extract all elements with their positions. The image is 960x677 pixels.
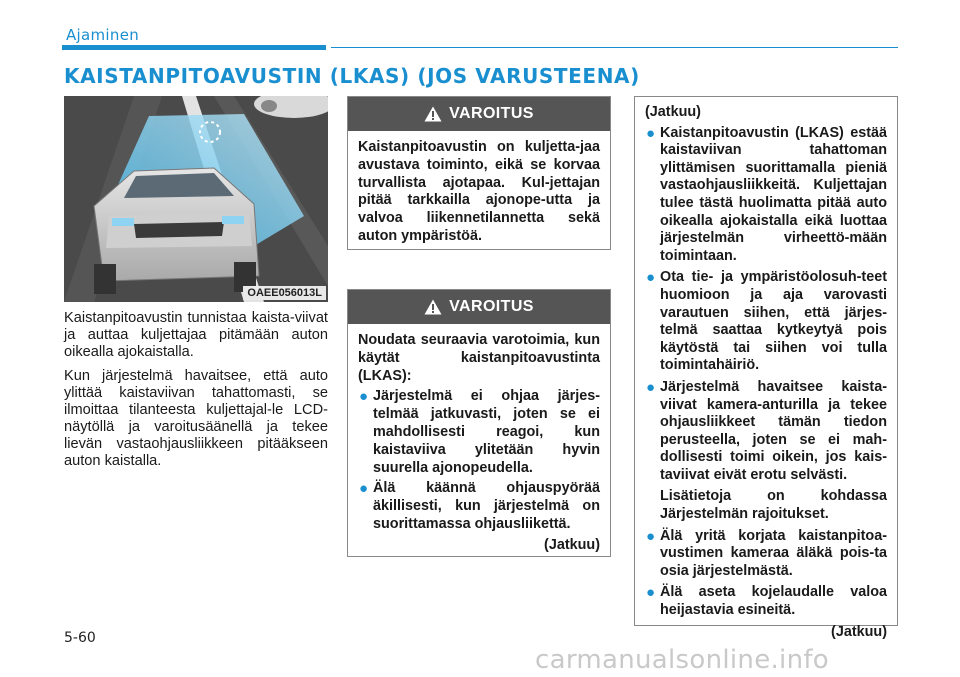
paragraph-detail: Kun järjestelmä havaitsee, että auto ylittää kaistaviivan tahattomasti, se ilmoittaa tilanteesta kuljettajal-le LCD-näytöllä ja varoitusäänellä ja tekee lievän vastaohjausliikkeen pitääkseen auton kaistalla.	[64, 368, 328, 469]
warning-triangle-icon	[424, 299, 442, 315]
list-item: ● Järjestelmä havaitsee kaista-viivat kamera-anturilla ja tekee ohjausliikkeet tämän tiedon perusteella, joten se ei mah-dollisesti toimi oikein, jos kais-taviivat eivät erotu selvästi.	[646, 378, 887, 483]
header-rule-thick	[62, 45, 326, 50]
page-number: 5-60	[64, 630, 96, 646]
warning-intro: Noudata seuraavia varotoimia, kun käytät kaistanpitoavustinta (LKAS):	[358, 332, 600, 384]
paragraph-intro: Kaistanpitoavustin tunnistaa kaista-viivat ja auttaa kuljettajaa pitämään auton oikealla ajokaistalla.	[64, 310, 328, 360]
bullet-dot: ●	[646, 584, 656, 602]
left-body-text	[64, 310, 328, 477]
list-item: ● Älä yritä korjata kaistanpitoa-vustimen kameraa äläkä pois-ta osia järjestelmästä.	[646, 527, 887, 579]
warning-body-2	[348, 324, 610, 563]
list-item: ● Ota tie- ja ympäristöolosuh-teet huomioon ja aja varovasti varautuen siihen, että järjes-telmä saattaa kytkeytyä pois käytöstä tai siihen voi tulla toimintahäiriö.	[646, 269, 887, 374]
figure-code: OAEE056013L	[243, 286, 326, 300]
section-tab: Ajaminen	[66, 26, 140, 44]
bullet-dot: ●	[646, 124, 656, 142]
lkas-illustration	[64, 96, 328, 302]
watermark: carmanualsonline.info	[535, 645, 830, 675]
page-title: KAISTANPITOAVUSTIN (LKAS) (JOS VARUSTEENA)	[64, 64, 640, 88]
bullet-dot: ●	[359, 388, 369, 406]
list-item: ● Älä aseta kojelaudalle valoa heijastavia esineitä.	[646, 584, 887, 619]
continued-top-label: (Jatkuu)	[645, 104, 701, 120]
header-rule-thin	[331, 47, 898, 48]
warning-body-1: Kaistanpitoavustin on kuljetta-jaa avustava toiminto, eikä se korvaa turvallista ajotapaa. Kul-jettajan pitää tarkkailla ajonope-utta ja valvoa liikennetilannetta sekä auton ympäristöä.	[358, 139, 600, 244]
car-lane-illustration	[64, 96, 328, 302]
bullet-dot: ●	[646, 527, 656, 545]
reference-note: Lisätietoja on kohdassa Järjestelmän rajoitukset.	[660, 488, 887, 523]
warning-label-2: VAROITUS	[449, 298, 534, 315]
bullet-dot: ●	[646, 269, 656, 287]
continued-warning-box	[634, 96, 898, 640]
list-item: ● Järjestelmä ei ohjaa järjes-telmää jatkuvasti, joten se ei mahdollisesti reagoi, kun kaistaviiva ylitetään hyvin suurella ajonopeudella.	[359, 388, 600, 476]
warning-box-2	[347, 289, 611, 557]
continued-bottom-label: (Jatkuu)	[831, 623, 887, 640]
bullet-dot: ●	[359, 480, 369, 498]
warning-box-1	[347, 96, 611, 250]
warning-header-2	[348, 290, 610, 324]
list-item: ● Kaistanpitoavustin (LKAS) estää kaistaviivan tahattoman ylittämisen suorittamalla pieniä vastaohjausliikkeitä. Kuljettajan tulee tästä huolimatta pitää auto oikealla ajokaistalla eikä luottaa järjestelmän virheettö-mään toimintaan.	[646, 124, 887, 264]
warning-header-1	[348, 97, 610, 131]
warning-triangle-icon	[424, 106, 442, 122]
warning-label-1: VAROITUS	[449, 105, 534, 122]
list-item: ● Älä käännä ohjauspyörää äkillisesti, kun järjestelmä on suorittamassa ohjausliikettä.	[359, 480, 600, 532]
continued-warning-list-2	[645, 528, 887, 620]
warning-list	[358, 388, 600, 533]
continued-warning-list	[645, 125, 887, 485]
continued-label: (Jatkuu)	[544, 536, 600, 553]
bullet-dot: ●	[646, 378, 656, 396]
